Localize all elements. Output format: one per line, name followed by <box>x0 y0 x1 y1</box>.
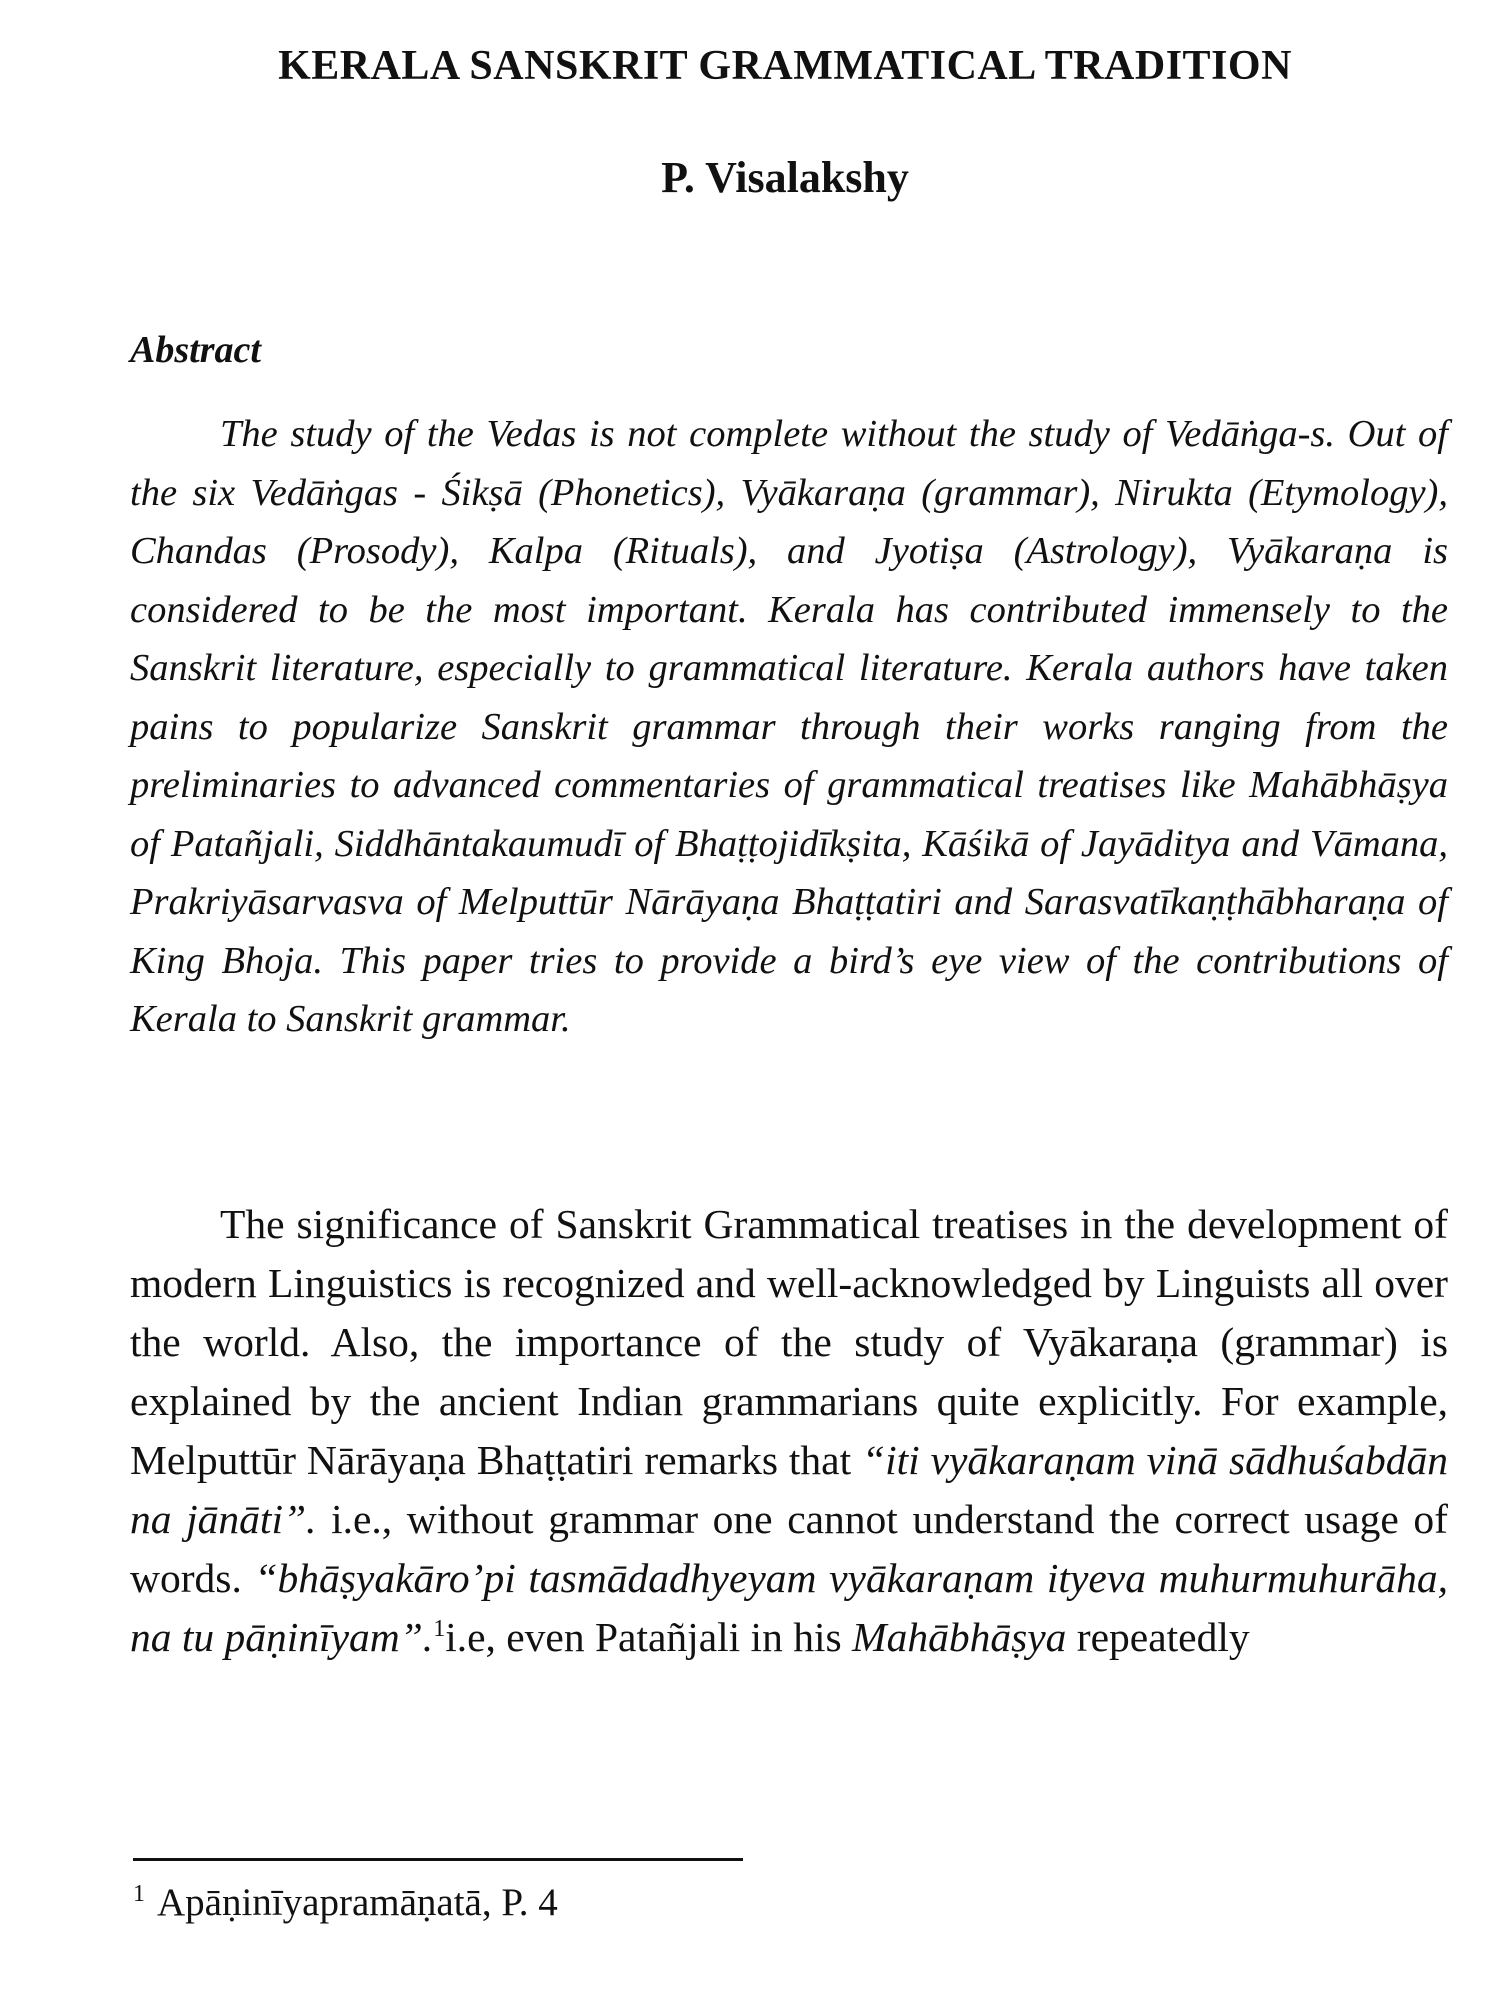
footnote-marker: 1 <box>133 1881 145 1907</box>
quote-iti-vyakaranam: “iti vyākaraṇam vinā sādhuśabdān na jānāti”. <box>130 1437 1448 1542</box>
paper-title: KERALA SANSKRIT GRAMMATICAL TRADITION <box>278 43 1292 89</box>
footnote-text: Apāṇinīyapramāṇatā, P. 4 <box>157 1881 558 1924</box>
body-text-segment: i.e, even Patañjali in his <box>445 1614 853 1660</box>
quote-bhasyakaro: “bhāṣyakāro’pi tasmādadhyeyam vyākaraṇam ityeva muhurmuhurāha, na tu pāṇinīyam”. <box>130 1555 1448 1660</box>
work-title-mahabhasya: Mahābhāṣya <box>852 1614 1067 1660</box>
body-text-segment: i.e., without grammar one cannot understand the correct usage of words. <box>130 1496 1448 1601</box>
footnote <box>133 1880 558 1925</box>
body-paragraph <box>130 1195 1448 1667</box>
body-text-segment: repeatedly <box>1066 1614 1250 1660</box>
abstract-paragraph: The study of the Vedas is not complete without the study of Vedāṅga-s. Out of the six Vedāṅgas - Śikṣā (Phonetics), Vyākaraṇa (grammar), Nirukta (Etymology), Chandas (Prosody), Kalpa (Rituals), and Jyotiṣa (Astrology), Vyākaraṇa is considered to be the most important. Kerala has contributed immensely to the Sanskrit literature, especially to grammatical literature. Kerala authors have taken pains to popularize Sanskrit grammar through their works ranging from the preliminaries to advanced commentaries of grammatical treatises like Mahābhāṣya of Patañjali, Siddhāntakaumudī of Bhaṭṭojidīkṣita, Kāśikā of Jayāditya and Vāmana, Prakriyāsarvasva of Melputtūr Nārāyaṇa Bhaṭṭatiri and Sarasvatīkaṇṭhābharaṇa of King Bhoja. This paper tries to provide a bird’s eye view of the contributions of Kerala to Sanskrit grammar. <box>130 413 1448 1040</box>
body-text-segment: The significance of Sanskrit Grammatical treatises in the development of modern Linguistics is recognized and well-acknowledged by Linguists all over the world. Also, the importance of the study of Vyākaraṇa (grammar) is explained by the ancient Indian grammarians quite explicitly. For example, Melputtūr Nārāyaṇa Bhaṭṭatiri remarks that <box>130 1201 1448 1483</box>
footnote-divider <box>133 1858 743 1861</box>
abstract-heading: Abstract <box>130 329 261 371</box>
footnote-reference[interactable]: 1 <box>433 1616 446 1643</box>
author-name: P. Visalakshy <box>661 153 909 202</box>
